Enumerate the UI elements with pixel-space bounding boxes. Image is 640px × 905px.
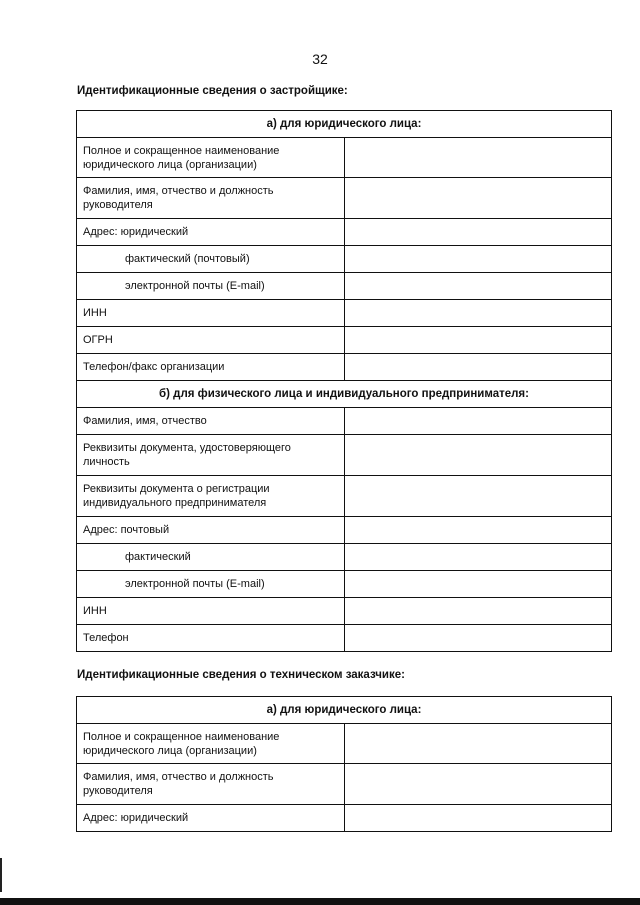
developer-heading: Идентификационные сведения о застройщике: (77, 85, 348, 97)
email-field[interactable] (344, 273, 612, 300)
table-row (77, 571, 612, 598)
table-row (77, 598, 612, 625)
id-document-field[interactable] (344, 435, 612, 476)
full-name-field[interactable] (344, 724, 612, 764)
director-field[interactable] (344, 178, 612, 219)
individual-header-row (77, 381, 612, 408)
technical-customer-heading: Идентификационные сведения о техническом заказчике: (77, 669, 405, 681)
field-label: Адрес: почтовый (77, 517, 345, 544)
table-row (77, 764, 612, 805)
field-label: Фамилия, имя, отчество (77, 408, 345, 435)
table-row (77, 435, 612, 476)
full-name-field[interactable] (344, 138, 612, 178)
legal-address-field[interactable] (344, 219, 612, 246)
field-label: Телефон/факс организации (77, 354, 345, 381)
field-label: электронной почты (E-mail) (77, 273, 345, 300)
table-row (77, 219, 612, 246)
phone-fax-field[interactable] (344, 354, 612, 381)
postal-address-field[interactable] (344, 517, 612, 544)
legal-address-field[interactable] (344, 805, 612, 832)
legal-entity-header-row (77, 111, 612, 138)
legal-entity-title: а) для юридического лица: (77, 697, 612, 724)
field-label: ИНН (77, 300, 345, 327)
inn-field[interactable] (344, 598, 612, 625)
field-label: электронной почты (E-mail) (77, 571, 345, 598)
scan-edge-mark (0, 858, 2, 892)
legal-entity-title: а) для юридического лица: (77, 111, 612, 138)
field-label: ОГРН (77, 327, 345, 354)
email-field[interactable] (344, 571, 612, 598)
field-label: Реквизиты документа о регистрации индивидуального предпринимателя (77, 476, 345, 517)
table-row (77, 327, 612, 354)
field-label: Реквизиты документа, удостоверяющего личность (77, 435, 345, 476)
field-label: Адрес: юридический (77, 219, 345, 246)
developer-table (76, 110, 612, 652)
table-row (77, 354, 612, 381)
ogrn-field[interactable] (344, 327, 612, 354)
table-row (77, 408, 612, 435)
page-number: 32 (312, 51, 328, 67)
table-row (77, 544, 612, 571)
field-label: Полное и сокращенное наименование юридического лица (организации) (77, 724, 345, 764)
legal-entity-header-row (77, 697, 612, 724)
table-row (77, 273, 612, 300)
table-row (77, 246, 612, 273)
field-label: Адрес: юридический (77, 805, 345, 832)
field-label: Фамилия, имя, отчество и должность руководителя (77, 178, 345, 219)
table-row (77, 517, 612, 544)
phone-field[interactable] (344, 625, 612, 652)
field-label: Телефон (77, 625, 345, 652)
person-name-field[interactable] (344, 408, 612, 435)
technical-customer-table (76, 696, 612, 832)
field-label: фактический (77, 544, 345, 571)
actual-address-field[interactable] (344, 544, 612, 571)
table-row (77, 476, 612, 517)
postal-address-field[interactable] (344, 246, 612, 273)
table-row (77, 625, 612, 652)
table-row (77, 300, 612, 327)
scan-bottom-border (0, 898, 640, 905)
individual-title: б) для физического лица и индивидуального предпринимателя: (77, 381, 612, 408)
table-row (77, 178, 612, 219)
inn-field[interactable] (344, 300, 612, 327)
field-label: Фамилия, имя, отчество и должность руководителя (77, 764, 345, 805)
director-field[interactable] (344, 764, 612, 805)
table-row (77, 724, 612, 764)
field-label: ИНН (77, 598, 345, 625)
table-row (77, 138, 612, 178)
field-label: Полное и сокращенное наименование юридического лица (организации) (77, 138, 345, 178)
table-row (77, 805, 612, 832)
field-label: фактический (почтовый) (77, 246, 345, 273)
registration-document-field[interactable] (344, 476, 612, 517)
